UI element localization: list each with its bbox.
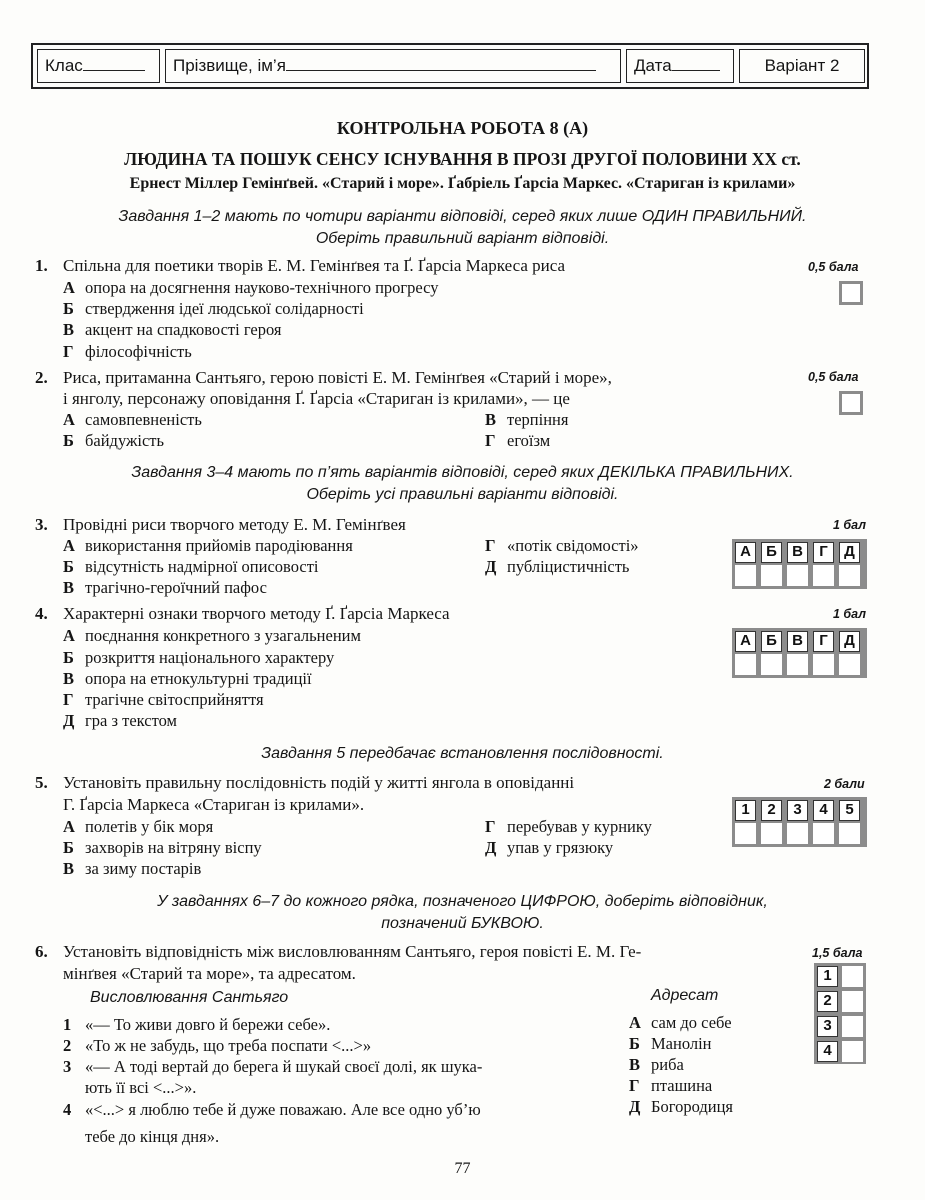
variant-label: Варіант 2 xyxy=(764,56,840,75)
q2-option-a: А самовпевненість xyxy=(63,410,202,429)
instruction-4-line-2: позначений БУКВОЮ. xyxy=(381,915,544,932)
date-field[interactable] xyxy=(626,49,734,83)
variant-field xyxy=(739,49,865,83)
instruction-1-line-2: Оберіть правильний варіант відповіді. xyxy=(315,230,610,247)
grid-label-4: 4 xyxy=(813,800,834,821)
q1-option-c: В акцент на спадковості героя xyxy=(63,320,282,339)
grid-label-g: Г xyxy=(813,631,834,652)
q4-option-e: Д гра з текстом xyxy=(63,711,177,730)
q4-option-c: В опора на етнокультурні традиції xyxy=(63,669,312,688)
date-label: Дата xyxy=(634,56,672,75)
question-6-points: 1,5 бала xyxy=(812,946,863,960)
q5-option-d: Г перебував у курнику xyxy=(485,817,652,836)
grid-label-a: А xyxy=(735,542,756,563)
q6-statement-4-cont: тебе до кінця дня». xyxy=(85,1127,220,1146)
q6-addressee-a: А сам до себе xyxy=(629,1013,732,1032)
class-field[interactable] xyxy=(37,49,160,83)
grid-cell-v[interactable] xyxy=(787,654,808,675)
grid-label-3: 3 xyxy=(817,1016,838,1037)
instruction-1-line-1: Завдання 1–2 мають по чотири варіанти відповіді, серед яких лише ОДИН ПРАВИЛЬНИЙ. xyxy=(118,208,807,225)
q3-option-c: В трагічно-героїчний пафос xyxy=(63,578,267,597)
addressee-column-header: Адресат xyxy=(651,987,719,1004)
grid-cell-b[interactable] xyxy=(761,565,782,586)
grid-cell-1[interactable] xyxy=(842,966,863,987)
question-4-answer-grid xyxy=(732,628,867,678)
class-label: Клас xyxy=(45,56,83,75)
grid-label-1: 1 xyxy=(735,800,756,821)
q6-addressee-c: В риба xyxy=(629,1055,684,1074)
question-2-line-1: Риса, притаманна Сантьяго, герою повісті Е. М. Гемінґвея «Старий і море», xyxy=(63,368,612,387)
test-title: КОНТРОЛЬНА РОБОТА 8 (А) xyxy=(336,118,589,138)
question-2-line-2: і янголу, персонажу оповідання Ґ. Ґарсіа «Стариган із крилами», — це xyxy=(63,389,570,408)
grid-label-v: В xyxy=(787,631,808,652)
question-6-line-2: мінґвея «Старий та море», та адресатом. xyxy=(63,964,356,983)
q6-statement-3: 3 «— А тоді вертай до берега й шукай своєї долі, як шука- xyxy=(63,1057,483,1076)
question-4-number: 4. xyxy=(35,604,48,623)
grid-label-b: Б xyxy=(761,631,782,652)
question-3-number: 3. xyxy=(35,515,48,534)
q5-option-a: А полетів у бік моря xyxy=(63,817,214,836)
grid-cell-g[interactable] xyxy=(813,654,834,675)
q6-addressee-e: Д Богородиця xyxy=(629,1097,734,1116)
instruction-2-line-2: Оберіть усі правильні варіанти відповіді. xyxy=(306,486,619,503)
question-3-text: Провідні риси творчого методу Е. М. Гемінґвея xyxy=(63,515,406,534)
question-6-line-1: Установіть відповідність між висловлюванням Сантьяго, героя повісті Е. М. Ге- xyxy=(63,942,642,961)
q6-addressee-b: Б Манолін xyxy=(629,1034,712,1053)
grid-label-v: В xyxy=(787,542,808,563)
grid-cell-4[interactable] xyxy=(842,1041,863,1062)
question-5-number: 5. xyxy=(35,773,48,792)
grid-label-4: 4 xyxy=(817,1041,838,1062)
question-5-answer-grid xyxy=(732,797,867,847)
name-field[interactable] xyxy=(165,49,621,83)
grid-label-g: Г xyxy=(813,542,834,563)
q6-addressee-d: Г пташина xyxy=(629,1076,713,1095)
q1-option-b: Б ствердження ідеї людської солідарності xyxy=(63,299,364,318)
grid-label-2: 2 xyxy=(817,991,838,1012)
grid-cell-1[interactable] xyxy=(735,823,756,844)
question-6-answer-grid xyxy=(814,963,866,1064)
class-underline xyxy=(83,50,145,71)
works-title: Ернест Міллер Гемінґвей. «Старий і море». Ґабріель Ґарсіа Маркес. «Стариган із крилами» xyxy=(129,175,796,192)
question-1-answer-box[interactable] xyxy=(839,281,863,305)
q2-option-b: Б байдужість xyxy=(63,431,165,450)
grid-cell-g[interactable] xyxy=(813,565,834,586)
grid-cell-v[interactable] xyxy=(787,565,808,586)
question-3-points: 1 бал xyxy=(833,518,867,532)
page-number: 77 xyxy=(454,1160,471,1177)
question-1-number: 1. xyxy=(35,256,48,275)
q6-statement-1: 1 «— То живи довго й бережи себе». xyxy=(63,1015,331,1034)
q5-option-e: Д упав у грязюку xyxy=(485,838,614,857)
q4-option-b: Б розкриття національного характеру xyxy=(63,648,335,667)
grid-cell-3[interactable] xyxy=(787,823,808,844)
grid-cell-2[interactable] xyxy=(842,991,863,1012)
q4-option-d: Г трагічне світосприйняття xyxy=(63,690,264,709)
question-2-number: 2. xyxy=(35,368,48,387)
question-1-text: Спільна для поетики творів Е. М. Гемінґвея та Ґ. Ґарсіа Маркеса риса xyxy=(63,256,566,275)
grid-cell-4[interactable] xyxy=(813,823,834,844)
q1-option-d: Г філософічність xyxy=(63,342,192,361)
q2-option-d: Г егоїзм xyxy=(485,431,551,450)
q6-statement-4: 4 «<...> я люблю тебе й дуже поважаю. Але все одно уб’ю xyxy=(63,1100,481,1119)
grid-cell-d[interactable] xyxy=(839,565,860,586)
student-info-header xyxy=(31,43,869,89)
q5-option-b: Б захворів на вітряну віспу xyxy=(63,838,262,857)
grid-label-d: Д xyxy=(839,542,860,563)
name-label: Прізвище, ім’я xyxy=(173,56,286,75)
statements-column-header: Висловлювання Сантьяго xyxy=(90,989,289,1006)
grid-label-1: 1 xyxy=(817,966,838,987)
q3-option-a: А використання прийомів пародіювання xyxy=(63,536,353,555)
question-5-line-1: Установіть правильну послідовність подій у житті янгола в оповіданні xyxy=(63,773,575,792)
q5-option-c: В за зиму постарів xyxy=(63,859,202,878)
grid-cell-a[interactable] xyxy=(735,654,756,675)
name-underline xyxy=(286,50,596,71)
q2-option-c: В терпіння xyxy=(485,410,569,429)
grid-label-2: 2 xyxy=(761,800,782,821)
grid-cell-a[interactable] xyxy=(735,565,756,586)
instruction-2-line-1: Завдання 3–4 мають по п’ять варіантів відповіді, серед яких ДЕКІЛЬКА ПРАВИЛЬНИХ. xyxy=(131,464,794,481)
grid-label-3: 3 xyxy=(787,800,808,821)
q3-option-e: Д публіцистичність xyxy=(485,557,630,576)
q1-option-a: А опора на досягнення науково-технічного прогресу xyxy=(63,278,439,297)
q6-statement-3-cont: ють її всі <...>». xyxy=(85,1078,197,1097)
question-1-points: 0,5 бала xyxy=(808,260,859,274)
grid-cell-b[interactable] xyxy=(761,654,782,675)
date-underline xyxy=(672,50,720,71)
question-5-points: 2 бали xyxy=(824,777,865,791)
instruction-3: Завдання 5 передбачає встановлення послідовності. xyxy=(261,745,664,762)
question-5-line-2: Г. Ґарсіа Маркеса «Стариган із крилами». xyxy=(63,795,365,814)
grid-label-a: А xyxy=(735,631,756,652)
instruction-4-line-1: У завданнях 6–7 до кожного рядка, позначеного ЦИФРОЮ, доберіть відповідник, xyxy=(157,893,768,910)
question-6-number: 6. xyxy=(35,942,48,961)
grid-cell-d[interactable] xyxy=(839,654,860,675)
question-2-answer-box[interactable] xyxy=(839,391,863,415)
question-2-points: 0,5 бала xyxy=(808,370,859,384)
grid-label-b: Б xyxy=(761,542,782,563)
grid-cell-5[interactable] xyxy=(839,823,860,844)
grid-cell-3[interactable] xyxy=(842,1016,863,1037)
grid-label-d: Д xyxy=(839,631,860,652)
question-4-points: 1 бал xyxy=(833,607,867,621)
q3-option-d: Г «потік свідомості» xyxy=(485,536,639,555)
q6-statement-2: 2 «То ж не забудь, що треба поспати <...>» xyxy=(63,1036,372,1055)
q3-option-b: Б відсутність надмірної описовості xyxy=(63,557,319,576)
question-4-text: Характерні ознаки творчого методу Ґ. Ґарсіа Маркеса xyxy=(63,604,450,623)
question-3-answer-grid xyxy=(732,539,867,589)
q4-option-a: А поєднання конкретного з узагальненим xyxy=(63,626,361,645)
topic-title: ЛЮДИНА ТА ПОШУК СЕНСУ ІСНУВАННЯ В ПРОЗІ ДРУГОЇ ПОЛОВИНИ XX ст. xyxy=(124,149,801,169)
grid-label-5: 5 xyxy=(839,800,860,821)
grid-cell-2[interactable] xyxy=(761,823,782,844)
